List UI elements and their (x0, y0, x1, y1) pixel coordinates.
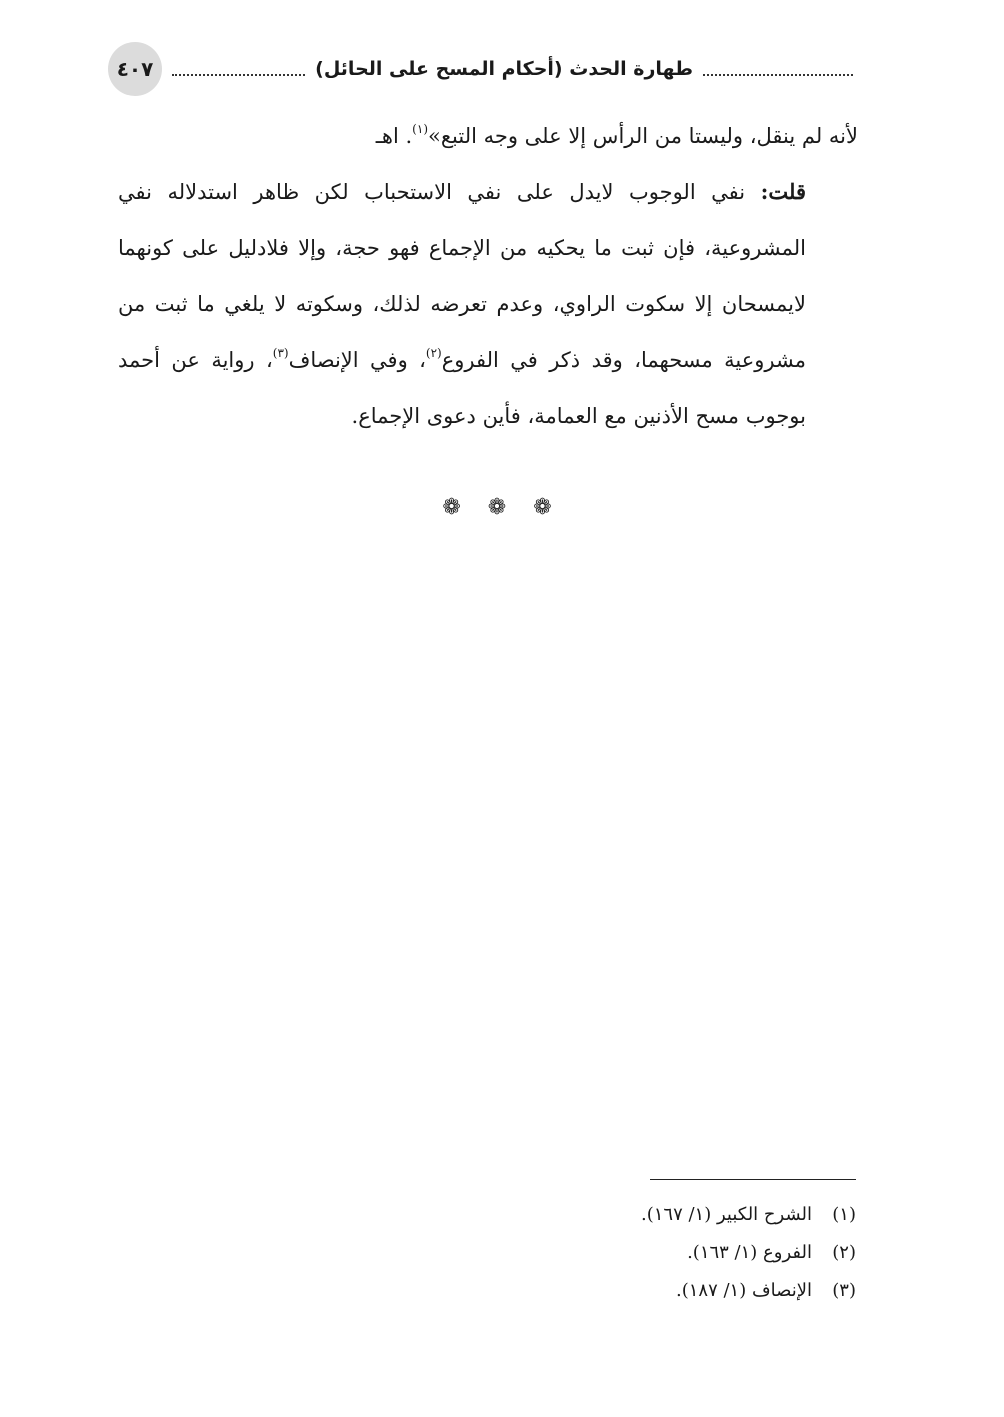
footnote-text: الإنصاف (١/ ١٨٧). (675, 1280, 812, 1301)
paragraph-2-label: قلت: (760, 179, 806, 204)
main-text (118, 108, 858, 444)
running-header (108, 42, 853, 96)
paragraph-1 (118, 108, 858, 164)
footnote-ref-2: (٢) (425, 346, 442, 360)
footnote-item (400, 1272, 856, 1310)
footnote-item (400, 1196, 856, 1234)
paragraph-2-text-a: نفي الوجوب لايدل على نفي الاستحباب لكن ظاهر استدلاله نفي المشروعية، فإن ثبت ما يحكيه من الإجماع فهو حجة، وإلا فلادليل على كونهما لايمسحان إلا سكوت الراوي، وعدم تعرضه لذلك، وسكوته لا يلغي ما ثبت من مشروعية مسحهما، وقد ذكر في الفروع (118, 180, 806, 372)
header-title: طهارة الحدث (أحكام المسح على الحائل) (315, 58, 693, 80)
footnote-number: (٢) (832, 1242, 856, 1263)
footnote-text: الفروع (١/ ١٦٣). (687, 1242, 812, 1263)
footnote-item (400, 1234, 856, 1272)
header-leader-dots (703, 74, 853, 76)
footnote-ref-3: (٣) (272, 346, 289, 360)
footnote-separator (650, 1179, 856, 1180)
footnote-ref-1: (١) (412, 122, 428, 136)
footnote-number: (٣) (832, 1280, 856, 1301)
paragraph-1-text: لأنه لم ينقل، وليستا من الرأس إلا على وجه التبع» (428, 124, 858, 148)
paragraph-1-tail: . اهـ (375, 124, 413, 148)
footnote-text: الشرح الكبير (١/ ١٦٧). (640, 1204, 812, 1225)
paragraph-2-text-b: ، وفي الإنصاف (288, 348, 426, 372)
paragraph-2 (118, 164, 858, 444)
page-number: ٤٠٧ (108, 42, 162, 96)
section-ornament: ❁ ❁ ❁ (442, 495, 562, 520)
paragraph-2-text-c: ، رواية عن أحمد بوجوب مسح الأذنين مع العمامة، فأين دعوى الإجماع. (118, 348, 806, 428)
footnotes (400, 1196, 856, 1310)
header-leader-dots (172, 74, 305, 76)
footnote-number: (١) (832, 1204, 856, 1225)
